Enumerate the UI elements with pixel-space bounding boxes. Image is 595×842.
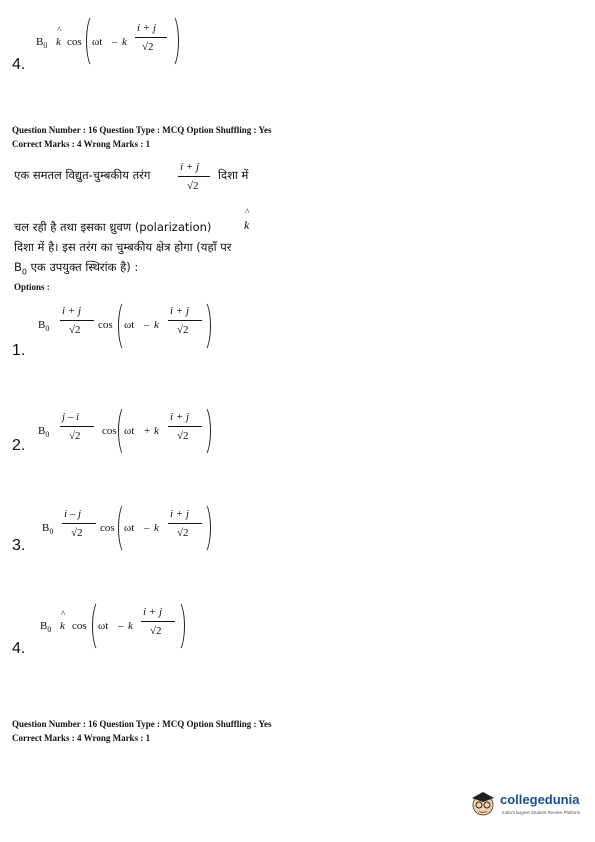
cos-text: cos bbox=[102, 425, 117, 437]
question-line3: दिशा में है। इस तरंग का चुम्बकीय क्षेत्र होगा (यहाँ पर bbox=[14, 240, 232, 254]
cos-text: cos bbox=[98, 319, 113, 331]
logo-brand: collegedunia bbox=[500, 792, 580, 807]
sign: – bbox=[118, 620, 124, 632]
fraction-numerator: i + j bbox=[170, 508, 190, 520]
right-paren bbox=[196, 405, 211, 457]
fraction-numerator: i + j bbox=[143, 606, 163, 618]
b0: $B_0$ bbox=[38, 319, 50, 334]
fraction-denominator: √2 bbox=[150, 625, 162, 637]
right-paren bbox=[170, 600, 185, 652]
fraction-numerator: i – j bbox=[64, 508, 82, 520]
k-text: k bbox=[128, 620, 133, 632]
b0: $B_0$ bbox=[40, 620, 52, 635]
fraction-denominator: √2 bbox=[71, 527, 83, 539]
k-text: k bbox=[122, 36, 127, 48]
sign: – bbox=[144, 522, 150, 534]
sign: – bbox=[144, 319, 150, 331]
question-meta-line2: Correct Marks : 4 Wrong Marks : 1 bbox=[12, 139, 151, 149]
direction-numerator: i + j bbox=[180, 161, 200, 173]
fraction-numerator: i + j bbox=[137, 22, 157, 34]
question-line1: एक समतल विद्युत-चुम्बकीय तरंग bbox=[14, 168, 151, 182]
option-number: 1. bbox=[12, 342, 26, 359]
fraction-denominator: √2 bbox=[177, 527, 189, 539]
b0: $B_0$ bbox=[42, 522, 54, 537]
k-hat: ^ k bbox=[56, 25, 62, 48]
fraction-denominator: √2 bbox=[177, 430, 189, 442]
k-text: k bbox=[154, 522, 159, 534]
k-hat-polarization: ^ k bbox=[244, 207, 250, 232]
omega-t: ωt bbox=[98, 620, 109, 632]
fraction-line bbox=[62, 523, 96, 524]
fraction-denominator: √2 bbox=[142, 41, 154, 53]
next-question-meta-line1: Question Number : 16 Question Type : MCQ Option Shuffling : Yes bbox=[12, 719, 272, 729]
logo-tagline: India's largest Student Review Platform bbox=[502, 810, 581, 815]
cos-text: cos bbox=[67, 36, 82, 48]
k-text: k bbox=[154, 425, 159, 437]
b0: $B_0$ bbox=[38, 425, 50, 440]
omega-t: ωt bbox=[124, 522, 135, 534]
option-number: 3. bbox=[12, 537, 26, 554]
mascot-icon bbox=[468, 788, 498, 818]
omega-t: ωt bbox=[124, 425, 135, 437]
fraction-numerator: i + j bbox=[170, 411, 190, 423]
k-text: k bbox=[154, 319, 159, 331]
right-paren bbox=[196, 300, 211, 352]
question-line4: $B_0$ एक उपयुक्त स्थिरांक है) : bbox=[14, 260, 139, 277]
option-number: 2. bbox=[12, 437, 26, 454]
cos-text: cos bbox=[100, 522, 115, 534]
omega-t: ωt bbox=[124, 319, 135, 331]
question-line2: चल रही है तथा इसका ध्रुवण (polarization) bbox=[14, 220, 212, 234]
k-hat: ^ k bbox=[60, 609, 66, 632]
direction-denominator: √2 bbox=[187, 180, 199, 192]
options-label: Options : bbox=[14, 282, 50, 292]
next-question-meta-line2: Correct Marks : 4 Wrong Marks : 1 bbox=[12, 733, 151, 743]
fraction-numerator: i + j bbox=[62, 305, 82, 317]
sign: + bbox=[144, 425, 151, 437]
option-number: 4. bbox=[12, 640, 26, 657]
collegedunia-logo bbox=[468, 788, 586, 820]
fraction-numerator: j – i bbox=[62, 411, 80, 423]
fraction-denominator: √2 bbox=[69, 324, 81, 336]
fraction-denominator: √2 bbox=[69, 430, 81, 442]
option-number: 4. bbox=[12, 56, 26, 73]
omega-t: ωt bbox=[92, 36, 103, 48]
right-paren bbox=[196, 502, 211, 554]
cos-text: cos bbox=[72, 620, 87, 632]
minus-sign: – bbox=[112, 36, 118, 48]
right-paren bbox=[164, 14, 179, 68]
direction-fraction-line bbox=[178, 176, 210, 177]
question-meta-line1: Question Number : 16 Question Type : MCQ Option Shuffling : Yes bbox=[12, 125, 272, 135]
fraction-denominator: √2 bbox=[177, 324, 189, 336]
fraction-numerator: i + j bbox=[170, 305, 190, 317]
b0: $B_0$ bbox=[36, 36, 48, 51]
fraction-line bbox=[135, 37, 167, 38]
fraction-line bbox=[60, 426, 94, 427]
fraction-line bbox=[60, 320, 94, 321]
question-line1-end: दिशा में bbox=[218, 168, 249, 182]
